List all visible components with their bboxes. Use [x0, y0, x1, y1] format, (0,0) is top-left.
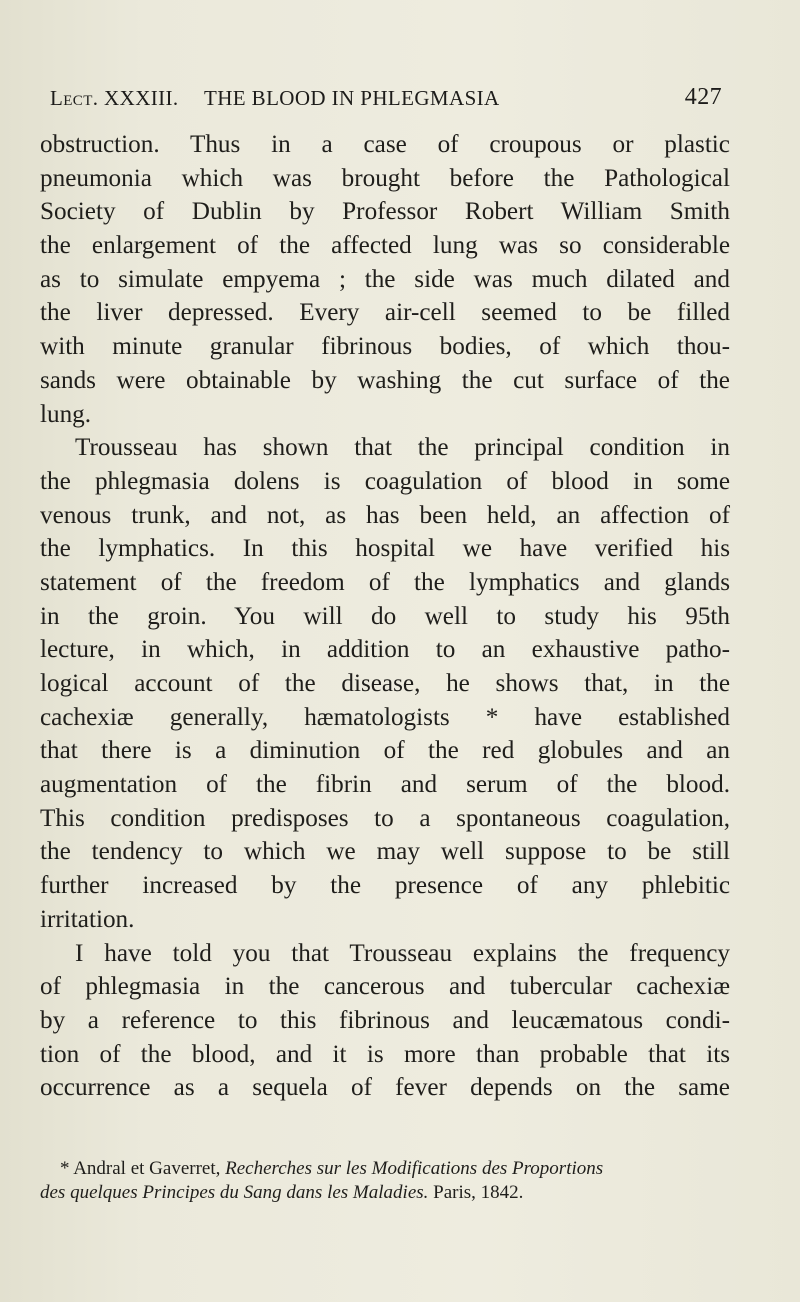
text-line: the lymphatics. In this hospital we have verified his: [40, 535, 730, 563]
text-line: the tendency to which we may well suppose to be still: [40, 838, 730, 866]
paragraph-start-line: Trousseau has shown that the principal condition in: [75, 434, 730, 462]
text-line: that there is a diminution of the red globules and an: [40, 737, 730, 765]
text-line: lecture, in which, in addition to an exhaustive patho-: [40, 636, 730, 664]
footnote: [40, 1157, 730, 1205]
chapter-title: THE BLOOD IN PHLEGMASIA: [204, 86, 500, 110]
text-line: augmentation of the fibrin and serum of the blood.: [40, 771, 730, 799]
footnote-line: [40, 1157, 730, 1181]
footnote-title-part2: des quelques Principes du Sang dans les Maladies.: [40, 1182, 429, 1203]
body-text: [40, 128, 730, 1105]
text-line: venous trunk, and not, as has been held, an affection of: [40, 501, 730, 529]
footnote-line: [40, 1181, 730, 1205]
running-head: [50, 86, 722, 114]
text-line: logical account of the disease, he shows that, in the: [40, 670, 730, 697]
text-line: sands were obtainable by washing the cut surface of the: [40, 366, 730, 394]
text-line: further increased by the presence of any phlebitic: [40, 872, 730, 900]
text-line: irritation.: [40, 905, 135, 933]
page-number: 427: [684, 84, 722, 110]
footnote-title-part1: Recherches sur les Modifications des Proportions: [225, 1158, 604, 1179]
lecture-number: Lect. XXXIII.: [50, 86, 179, 110]
text-line: occurrence as a sequela of fever depends on the same: [40, 1074, 730, 1102]
footnote-citation-author: * Andral et Gaverret,: [60, 1158, 226, 1179]
text-line: as to simulate empyema ; the side was much dilated and: [40, 265, 730, 293]
text-line: lung.: [40, 400, 92, 428]
text-line: Society of Dublin by Professor Robert William Smith: [40, 198, 730, 226]
text-line: by a reference to this fibrinous and leucæmatous condi-: [40, 1006, 730, 1034]
text-line: with minute granular fibrinous bodies, of which thou-: [40, 333, 730, 361]
text-line: the liver depressed. Every air-cell seemed to be filled: [40, 299, 730, 327]
text-line: of phlegmasia in the cancerous and tubercular cachexiæ: [40, 973, 730, 1001]
text-line: the phlegmasia dolens is coagulation of blood in some: [40, 467, 730, 495]
text-line: tion of the blood, and it is more than probable that its: [40, 1040, 730, 1068]
text-line: This condition predisposes to a spontaneous coagulation,: [40, 804, 730, 832]
text-line: the enlargement of the affected lung was so considerable: [40, 232, 730, 260]
text-line: obstruction. Thus in a case of croupous or plastic: [40, 131, 730, 158]
paragraph-start-line: I have told you that Trousseau explains the frequency: [75, 939, 730, 967]
footnote-publication: Paris, 1842.: [428, 1182, 524, 1203]
text-line: pneumonia which was brought before the Pathological: [40, 164, 730, 192]
text-line: statement of the freedom of the lymphatics and glands: [40, 568, 730, 596]
text-line: cachexiæ generally, hæmatologists * have established: [40, 703, 730, 731]
text-line: in the groin. You will do well to study his 95th: [40, 602, 730, 630]
